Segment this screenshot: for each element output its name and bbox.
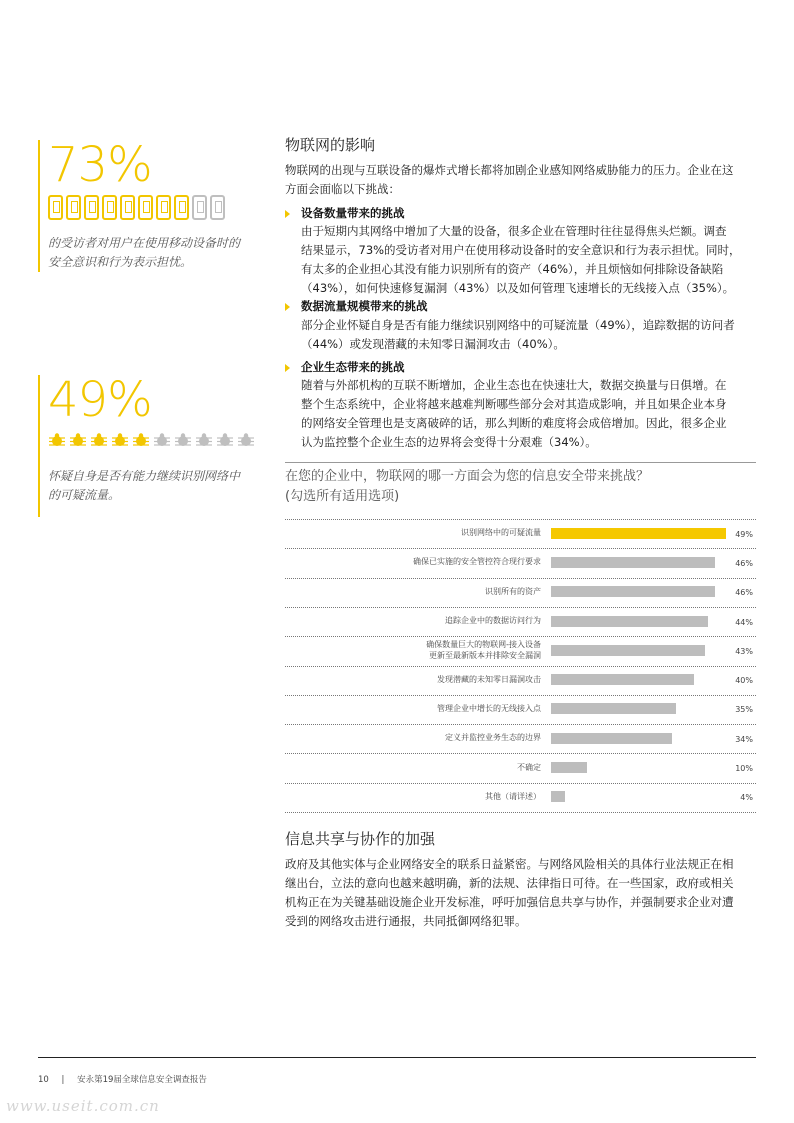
stat-caption-line: 安全意识和行为表示担忧。 — [48, 255, 193, 269]
row-divider — [285, 548, 756, 549]
phone-icon — [138, 195, 153, 220]
phone-icon — [48, 195, 63, 220]
bullet-arrow-icon — [285, 210, 290, 218]
bar — [551, 528, 726, 539]
section-title: 物联网的影响 — [285, 136, 376, 154]
row-divider — [285, 607, 756, 608]
bullet-title: 企业生态带来的挑战 — [301, 360, 405, 374]
phone-icon — [66, 195, 81, 220]
stat-value-49: 49% — [48, 372, 152, 428]
bug-icon — [90, 433, 108, 447]
bug-icon — [153, 433, 171, 447]
category-label: 定义并监控业务生态的边界 — [445, 733, 541, 743]
text-line: 有太多的企业担心其没有能力识别所有的资产（46%），并且烦恼如何排除设备缺陷 — [301, 262, 724, 276]
bug-icon — [48, 433, 66, 447]
bug-icon — [174, 433, 192, 447]
watermark: www.useit.com.cn — [6, 1097, 160, 1115]
row-divider — [285, 578, 756, 579]
bullet-title: 数据流量规模带来的挑战 — [301, 299, 428, 313]
bug-icon — [132, 433, 150, 447]
stat-value-73: 73% — [48, 137, 152, 193]
text-line: （44%）或发现潜藏的未知零日漏洞攻击（40%）。 — [301, 337, 565, 351]
category-label: 管理企业中增长的无线接入点 — [437, 703, 541, 713]
page-number: 10 — [38, 1075, 49, 1085]
value-label: 35% — [735, 705, 753, 715]
bar — [551, 586, 715, 597]
bullet-body — [301, 316, 735, 354]
bar — [551, 703, 676, 714]
phone-icon — [192, 195, 207, 220]
category-label: 确保数量巨大的物联网-接入设备 更新至最新版本并排除安全漏洞 — [426, 639, 541, 660]
stat-caption-line: 的受访者对用户在使用移动设备时的 — [48, 236, 241, 250]
phone-icon — [174, 195, 189, 220]
phone-icon — [120, 195, 135, 220]
text-line: 机构正在为关键基础设施企业开发标准，呼吁加强信息共享与协作，并强制要求企业对遭 — [285, 895, 734, 909]
chart-top-rule — [285, 462, 756, 463]
category-label: 识别网络中的可疑流量 — [461, 528, 541, 538]
value-label: 10% — [735, 764, 753, 774]
category-label: 其他（请详述） — [485, 791, 541, 801]
chart-subtitle-line: (勾选所有适用选项) — [285, 489, 400, 504]
text-line: 部分企业怀疑自身是否有能力继续识别网络中的可疑流量（49%），追踪数据的访问者 — [301, 318, 735, 332]
row-divider — [285, 666, 756, 667]
text-line: 认为监控整个企业生态的边界将会变得十分艰难（34%）。 — [301, 435, 597, 449]
row-divider — [285, 753, 756, 754]
bar — [551, 557, 715, 568]
bar — [551, 791, 565, 802]
row-divider — [285, 695, 756, 696]
row-divider — [285, 812, 756, 813]
section-body — [285, 855, 734, 931]
row-divider — [285, 783, 756, 784]
phone-icon — [156, 195, 171, 220]
stat-caption-line: 怀疑自身是否有能力继续识别网络中 — [48, 469, 241, 483]
category-label: 确保已实施的安全管控符合现行要求 — [413, 557, 541, 567]
text-line: 物联网的出现与互联设备的爆炸式增长都将加剧企业感知网络威胁能力的压力。企业在这 — [285, 163, 734, 177]
text-line: 的网络安全管理也是支离破碎的话，那么判断的难度将会成倍增加。因此，很多企业 — [301, 416, 727, 430]
value-label: 46% — [735, 588, 753, 598]
value-label: 44% — [735, 617, 753, 627]
bullet-body — [301, 376, 727, 452]
chart-title — [285, 467, 649, 507]
phone-icon — [84, 195, 99, 220]
value-label: 4% — [740, 793, 753, 803]
text-line: 受到的网络攻击进行通报，共同抵御网络犯罪。 — [285, 914, 527, 928]
text-line: 随着与外部机构的互联不断增加，企业生态也在快速壮大，数据交换量与日俱增。在 — [301, 378, 727, 392]
bug-icon — [216, 433, 234, 447]
bug-icon-row — [48, 433, 255, 447]
bar — [551, 733, 672, 744]
bar — [551, 616, 708, 627]
text-line: 政府及其他实体与企业网络安全的联系日益紧密。与网络风险相关的具体行业法规正在相 — [285, 857, 734, 871]
value-label: 46% — [735, 558, 753, 568]
footer — [38, 1073, 207, 1085]
text-line: 方面会面临以下挑战： — [285, 182, 400, 196]
category-label: 发现潜藏的未知零日漏洞攻击 — [437, 674, 541, 684]
bug-icon — [195, 433, 213, 447]
text-line: 继出台，立法的意向也越来越明确，新的法规、法律指日可待。在一些国家，政府或相关 — [285, 876, 734, 890]
stat-caption-line: 的可疑流量。 — [48, 488, 121, 502]
phone-icon — [102, 195, 117, 220]
bullet-arrow-icon — [285, 364, 290, 372]
text-line: 整个生态系统中，企业将越来越难判断哪些部分会对其造成影响，并且如果企业本身 — [301, 397, 727, 411]
bug-icon — [237, 433, 255, 447]
chart-title-line: 在您的企业中，物联网的哪一方面会为您的信息安全带来挑战？ — [285, 469, 650, 484]
text-line: 结果显示，73%的受访者对用户在使用移动设备时的安全意识和行为表示担忧。同时， — [301, 243, 741, 257]
section-intro — [285, 161, 734, 199]
stat-caption — [48, 467, 240, 505]
bar — [551, 674, 694, 685]
bullet-title: 设备数量带来的挑战 — [301, 206, 405, 220]
bug-icon — [111, 433, 129, 447]
bullet-arrow-icon — [285, 303, 290, 311]
stat-caption — [48, 234, 240, 272]
phone-icon — [210, 195, 225, 220]
bug-icon — [69, 433, 87, 447]
bullet-body — [301, 222, 741, 298]
row-divider — [285, 636, 756, 637]
value-label: 40% — [735, 676, 753, 686]
category-label: 追踪企业中的数据访问行为 — [445, 616, 541, 626]
footer-rule — [38, 1057, 756, 1058]
text-line: （43%），如何快速修复漏洞（43%）以及如何管理飞速增长的无线接入点（35%）。 — [301, 281, 735, 295]
stat-accent-bar — [38, 375, 40, 517]
stat-accent-bar — [38, 140, 40, 272]
value-label: 34% — [735, 734, 753, 744]
section-title: 信息共享与协作的加强 — [285, 830, 436, 848]
bar — [551, 762, 587, 773]
footer-separator: | — [61, 1075, 65, 1085]
value-label: 49% — [735, 529, 753, 539]
row-divider — [285, 519, 756, 520]
row-divider — [285, 724, 756, 725]
category-label: 不确定 — [517, 762, 541, 772]
footer-text: 安永第19届全球信息安全调查报告 — [77, 1075, 207, 1085]
value-label: 43% — [735, 646, 753, 656]
category-label: 识别所有的资产 — [485, 586, 541, 596]
bar — [551, 645, 705, 656]
text-line: 由于短期内其网络中增加了大量的设备，很多企业在管理时往往显得焦头烂额。调查 — [301, 224, 727, 238]
phone-icon-row — [48, 195, 225, 220]
